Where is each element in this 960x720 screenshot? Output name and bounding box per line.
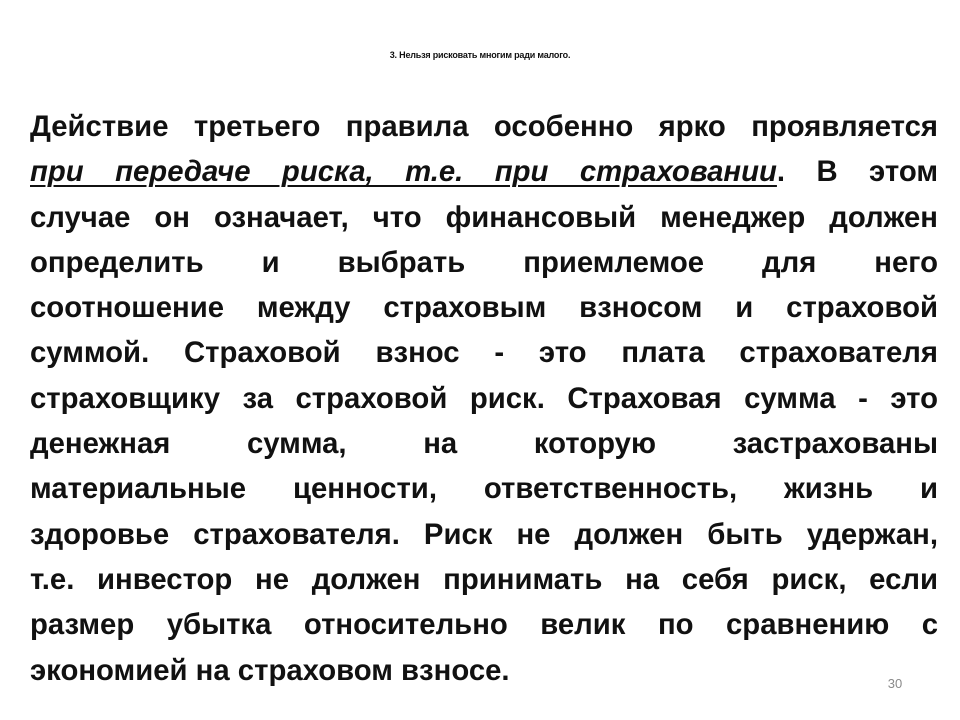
paragraph-line: суммой. Страховой взнос - это плата страхователя — [30, 336, 938, 370]
slide-title: 3. Нельзя рисковать многим ради малого. — [389, 50, 571, 60]
paragraph-line: случае он означает, что финансовый менеджер должен — [30, 200, 938, 234]
paragraph-line: т.е. инвестор не должен принимать на себя риск, если — [30, 562, 938, 596]
paragraph-line: страховщику за страховой риск. Страховая сумма - это — [30, 381, 938, 415]
paragraph-line — [30, 149, 938, 194]
paragraph-line: размер убытка относительно велик по сравнению с — [30, 608, 938, 642]
slide-body-paragraph — [30, 104, 938, 693]
paragraph-line: Действие третьего правила особенно ярко проявляется — [30, 110, 938, 143]
page-number: 30 — [887, 676, 903, 691]
paragraph-line: материальные ценности, ответственность, жизнь и — [30, 472, 938, 506]
underlined-phrase: при передаче риска, т.е. при страховании — [30, 155, 777, 189]
paragraph-line-rest: . В этом — [776, 155, 938, 189]
paragraph-line: экономией на страховом взносе. — [30, 653, 510, 687]
paragraph-line: денежная сумма, на которую застрахованы — [30, 427, 938, 461]
paragraph-line: соотношение между страховым взносом и страховой — [30, 291, 938, 325]
paragraph-line: здоровье страхователя. Риск не должен быть удержан, — [30, 517, 938, 551]
paragraph-line: определить и выбрать приемлемое для него — [30, 245, 938, 279]
